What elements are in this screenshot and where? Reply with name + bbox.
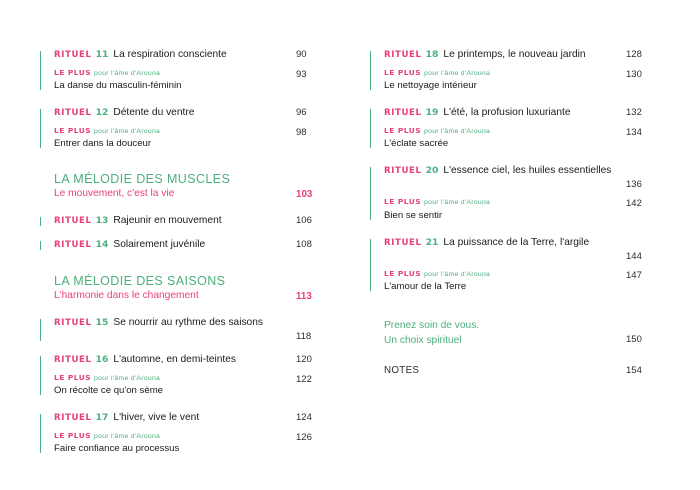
entry-title-block <box>54 106 296 120</box>
entry-title-block <box>54 316 296 330</box>
plus-heading <box>384 197 618 207</box>
ritual-heading <box>384 48 618 62</box>
closing-line-1: Prenez soin de vous. <box>384 320 480 332</box>
plus-subtitle: pour l'âme d'Arouna <box>424 270 491 278</box>
plus-heading <box>384 126 618 136</box>
section-title: LA MÉLODIE DES MUSCLES <box>54 172 231 187</box>
ritual-heading <box>54 238 288 252</box>
ritual-tag-label: RITUEL <box>54 317 92 328</box>
ritual-number: 21 <box>425 236 439 248</box>
entry-rail <box>370 109 371 148</box>
plus-heading <box>54 431 288 441</box>
entry-main-row <box>384 236 660 263</box>
ritual-tag-label: RITUEL <box>54 354 92 365</box>
page-number: 128 <box>626 49 642 60</box>
ritual-title: Détente du ventre <box>113 107 195 119</box>
section-row <box>54 274 330 302</box>
ritual-title: L'automne, en demi-teintes <box>113 353 236 365</box>
toc-entry-ritual-16[interactable] <box>40 353 330 397</box>
spacer <box>370 96 660 106</box>
ritual-title-line2: des saisons <box>209 316 263 328</box>
right-column <box>370 48 660 460</box>
toc-entry-ritual-13[interactable] <box>40 214 330 228</box>
entry-title-block <box>54 353 296 367</box>
section-row <box>54 172 330 200</box>
ritual-title: L'été, la profusion luxuriante <box>443 107 571 119</box>
plus-tag-label: LE PLUS <box>384 67 422 77</box>
ritual-number: 12 <box>95 107 109 119</box>
plus-row <box>54 126 330 150</box>
ritual-heading <box>54 353 288 367</box>
plus-text-block <box>54 68 296 92</box>
spacer <box>40 228 330 238</box>
toc-entry-ritual-14[interactable] <box>40 238 330 252</box>
plus-page-number: 93 <box>296 68 307 80</box>
ritual-tag-label: RITUEL <box>384 50 422 60</box>
plus-tag-label: LE PLUS <box>54 372 92 382</box>
plus-tag-label: LE PLUS <box>384 268 422 278</box>
ritual-number: 16 <box>95 353 109 365</box>
plus-subtitle: pour l'âme d'Arouna <box>424 69 491 77</box>
notes-page-number: 154 <box>626 364 642 376</box>
spacer <box>40 401 330 411</box>
toc-entry-ritual-17[interactable] <box>40 411 330 455</box>
entry-title-block <box>54 48 296 62</box>
plus-title: Bien se sentir <box>384 209 443 221</box>
entry-main-row <box>54 353 330 367</box>
plus-subtitle: pour l'âme d'Arouna <box>94 127 161 135</box>
section-heading-muscles <box>40 172 330 200</box>
entry-rail <box>40 356 41 395</box>
page-number: 90 <box>296 49 307 60</box>
entry-rail <box>40 414 41 453</box>
plus-title: Entrer dans la douceur <box>54 138 152 150</box>
plus-tag-label: LE PLUS <box>384 197 422 207</box>
plus-page-number: 126 <box>296 431 312 443</box>
ritual-number: 15 <box>95 316 109 328</box>
entry-title-block <box>54 238 296 252</box>
ritual-tag-label: RITUEL <box>54 413 92 424</box>
page-number: 106 <box>296 215 312 227</box>
page-number: 118 <box>296 330 312 342</box>
page-number: 120 <box>296 353 312 365</box>
ritual-tag-label: RITUEL <box>54 216 92 227</box>
section-subtitle: Le mouvement, c'est la vie <box>54 188 175 200</box>
plus-title: Faire confiance au processus <box>54 443 180 455</box>
ritual-tag-label: RITUEL <box>384 237 422 248</box>
toc-entry-ritual-15[interactable] <box>40 316 330 343</box>
entry-title-block <box>384 236 626 250</box>
entry-rail <box>40 241 41 250</box>
spacer <box>40 343 330 353</box>
plus-title: La danse du masculin-féminin <box>54 80 182 92</box>
toc-entry-ritual-19[interactable] <box>370 106 660 150</box>
plus-text-block <box>384 197 626 221</box>
plus-page-number: 98 <box>296 126 307 138</box>
page-number: 124 <box>296 412 312 424</box>
plus-row <box>54 373 330 397</box>
plus-tag-label: LE PLUS <box>54 125 92 135</box>
closing-row <box>384 319 660 349</box>
section-page-number: 113 <box>296 290 312 302</box>
ritual-number: 19 <box>425 107 439 119</box>
entry-main-row <box>54 316 330 343</box>
entry-rail <box>370 167 371 219</box>
section-text-block <box>54 172 230 199</box>
plus-heading <box>54 68 288 78</box>
ritual-title-line2: l'argile <box>559 236 590 248</box>
plus-heading <box>384 68 618 78</box>
ritual-title: L'hiver, vive le vent <box>113 412 200 424</box>
plus-page-number: 142 <box>626 198 642 210</box>
ritual-tag-label: RITUEL <box>54 50 92 60</box>
ritual-tag-label: RITUEL <box>54 108 92 119</box>
plus-subtitle: pour l'âme d'Arouna <box>94 432 161 440</box>
section-subtitle: L'harmonie dans le changement <box>54 289 199 301</box>
closing-text-block <box>384 319 479 349</box>
entry-main-row <box>384 164 660 191</box>
closing-page-number: 150 <box>626 334 642 346</box>
spacer <box>370 226 660 236</box>
plus-subtitle: pour l'âme d'Arouna <box>424 127 491 135</box>
plus-row <box>384 269 660 293</box>
entry-title-block <box>54 214 296 228</box>
ritual-number: 13 <box>95 215 109 227</box>
plus-text-block <box>384 68 626 92</box>
plus-text-block <box>384 126 626 150</box>
entry-main-row <box>54 238 330 252</box>
entry-main-row <box>384 48 660 62</box>
section-page-number: 103 <box>296 189 313 201</box>
plus-text-block <box>54 373 296 397</box>
ritual-title: La respiration consciente <box>113 49 227 60</box>
ritual-title: Le printemps, le nouveau jardin <box>443 49 586 60</box>
toc-entry-ritual-11[interactable] <box>40 48 330 92</box>
plus-text-block <box>384 269 626 293</box>
entry-rail <box>40 51 41 90</box>
plus-subtitle: pour l'âme d'Arouna <box>94 374 161 382</box>
entry-title-block <box>384 48 626 62</box>
ritual-heading <box>384 236 618 250</box>
plus-row <box>54 68 330 92</box>
entry-title-block <box>54 411 296 425</box>
spacer <box>40 96 330 106</box>
plus-page-number: 147 <box>626 269 642 281</box>
ritual-heading <box>54 316 288 330</box>
entry-main-row <box>54 48 330 62</box>
plus-heading <box>54 126 288 136</box>
ritual-title: Se nourrir au rythme <box>113 316 207 328</box>
ritual-title: Rajeunir en mouvement <box>113 215 222 227</box>
plus-subtitle: pour l'âme d'Arouna <box>424 199 491 207</box>
plus-title: On récolte ce qu'on sème <box>54 385 164 397</box>
section-heading-saisons <box>40 274 330 302</box>
plus-tag-label: LE PLUS <box>384 125 422 135</box>
plus-page-number: 134 <box>626 126 642 138</box>
ritual-title: Solairement juvénile <box>113 239 206 251</box>
ritual-number: 18 <box>425 49 439 60</box>
ritual-title: La puissance de la Terre, <box>443 236 558 248</box>
spacer <box>370 154 660 164</box>
left-column <box>40 48 330 460</box>
entry-title-block <box>384 106 626 120</box>
page-number: 144 <box>626 250 642 262</box>
entry-rail <box>40 319 41 341</box>
ritual-heading <box>384 106 618 120</box>
closing-block[interactable] <box>370 319 660 349</box>
entry-main-row <box>54 106 330 120</box>
page-number: 132 <box>626 107 642 119</box>
plus-title: L'amour de la Terre <box>384 281 467 293</box>
page-number: 108 <box>296 239 312 251</box>
ritual-number: 20 <box>425 165 439 177</box>
ritual-tag-label: RITUEL <box>54 240 92 251</box>
ritual-heading <box>54 106 288 120</box>
plus-page-number: 130 <box>626 68 642 80</box>
plus-title: L'éclate sacrée <box>384 138 449 150</box>
ritual-number: 17 <box>95 412 109 424</box>
entry-main-row <box>54 411 330 425</box>
ritual-number: 14 <box>95 239 109 251</box>
entry-rail <box>370 51 371 90</box>
ritual-heading <box>384 164 618 178</box>
section-title: LA MÉLODIE DES SAISONS <box>54 273 226 288</box>
toc-entry-ritual-12[interactable] <box>40 106 330 150</box>
ritual-heading <box>54 48 288 62</box>
page-number: 96 <box>296 107 307 119</box>
entry-rail <box>40 217 41 226</box>
entry-title-block <box>384 164 626 178</box>
plus-tag-label: LE PLUS <box>54 67 92 77</box>
toc-entry-ritual-18[interactable] <box>370 48 660 92</box>
entry-main-row <box>384 106 660 120</box>
ritual-title-line2: les huiles essentielles <box>512 165 612 177</box>
notes-label: NOTES <box>384 364 420 376</box>
entry-rail <box>370 239 371 291</box>
entry-main-row <box>54 214 330 228</box>
closing-line-2: Un choix spirituel <box>384 334 462 346</box>
entry-rail <box>40 109 41 148</box>
plus-row <box>384 126 660 150</box>
plus-subtitle: pour l'âme d'Arouna <box>94 69 161 77</box>
plus-heading <box>384 269 618 279</box>
page-number: 136 <box>626 179 642 191</box>
ritual-tag-label: RITUEL <box>384 108 422 119</box>
section-text-block <box>54 274 225 301</box>
plus-row <box>384 197 660 221</box>
plus-tag-label: LE PLUS <box>54 430 92 440</box>
toc-entry-ritual-20[interactable] <box>370 164 660 221</box>
ritual-title: L'essence ciel, <box>443 165 510 177</box>
plus-text-block <box>54 431 296 455</box>
plus-row <box>54 431 330 455</box>
plus-page-number: 122 <box>296 373 312 385</box>
plus-text-block <box>54 126 296 150</box>
ritual-heading <box>54 411 288 425</box>
ritual-number: 11 <box>95 49 109 60</box>
plus-row <box>384 68 660 92</box>
toc-entry-ritual-21[interactable] <box>370 236 660 293</box>
ritual-heading <box>54 214 288 228</box>
ritual-tag-label: RITUEL <box>384 166 422 177</box>
plus-heading <box>54 373 288 383</box>
notes-entry[interactable] <box>370 365 660 376</box>
plus-title: Le nettoyage intérieur <box>384 80 477 92</box>
